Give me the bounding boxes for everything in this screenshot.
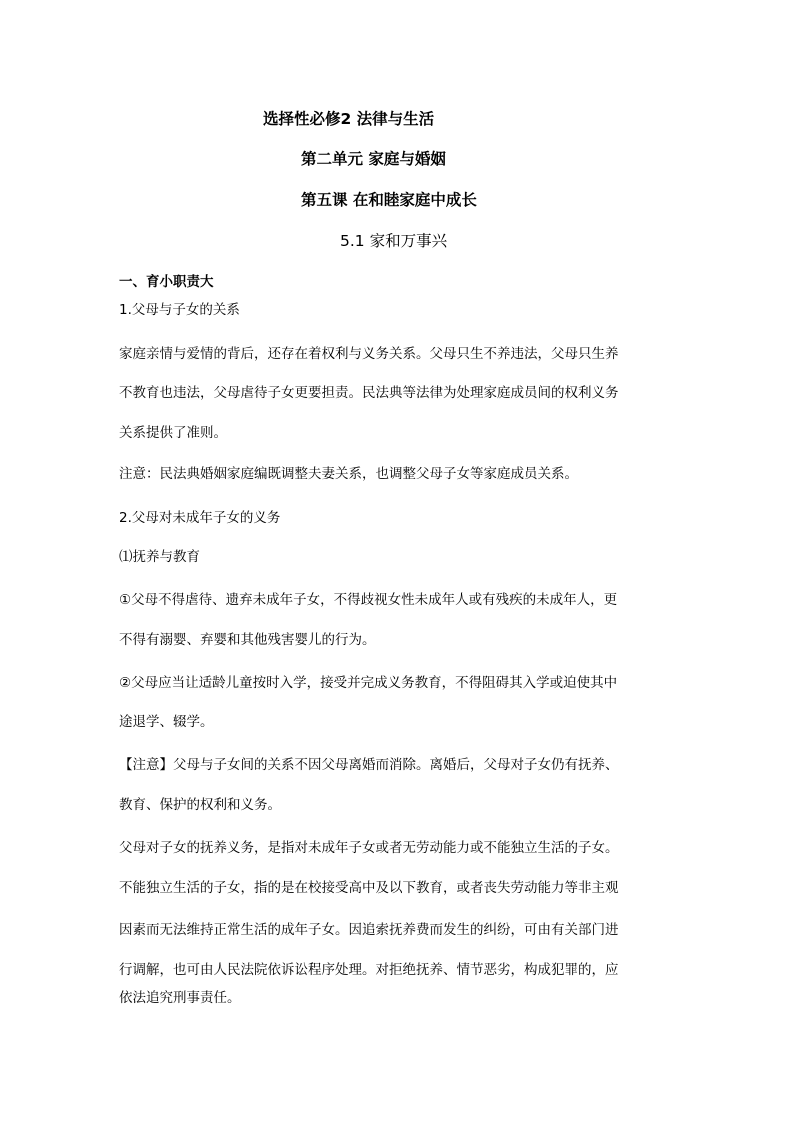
paragraph-line: 家庭亲情与爱情的背后，还存在着权利与义务关系。父母只生不养违法，父母只生养	[119, 346, 619, 362]
paragraph-line: 父母对子女的抚养义务，是指对未成年子女或者无劳动能力或不能独立生活的子女。	[119, 840, 619, 856]
item-parent-child-relation: 1.父母与子女的关系	[119, 302, 240, 318]
heading-responsibility: 一、育小职责大	[119, 274, 214, 290]
course-title: 选择性必修2 法律与生活	[263, 110, 435, 128]
unit-title: 第二单元 家庭与婚姻	[301, 150, 446, 168]
note-civil-code: 注意：民法典婚姻家庭编既调整夫妻关系，也调整父母子女等家庭成员关系。	[119, 466, 578, 482]
paragraph-line: 不能独立生活的子女，指的是在校接受高中及以下教育，或者丧失劳动能力等非主观	[119, 880, 619, 896]
subitem-upbringing-education: ⑴抚养与教育	[119, 549, 200, 565]
paragraph-line: 关系提供了准则。	[119, 425, 227, 441]
paragraph-line: 依法追究刑事责任。	[119, 990, 241, 1006]
note-divorce-line: 【注意】父母与子女间的关系不因父母离婚而消除。离婚后，父母对子女仍有抚养、	[119, 757, 619, 773]
section-title: 5.1 家和万事兴	[340, 232, 448, 250]
paragraph-line: 行调解，也可由人民法院依诉讼程序处理。对拒绝抚养、情节恶劣，构成犯罪的，应	[119, 962, 619, 978]
item-parent-obligations: 2.父母对未成年子女的义务	[119, 510, 281, 526]
clause-line: 途退学、辍学。	[119, 714, 214, 730]
clause-line: 不得有溺婴、弃婴和其他残害婴儿的行为。	[119, 632, 376, 648]
paragraph-line: 不教育也违法，父母虐待子女更要担责。民法典等法律为处理家庭成员间的权利义务	[119, 385, 619, 401]
paragraph-line: 因素而无法维持正常生活的成年子女。因追索抚养费而发生的纠纷，可由有关部门进	[119, 922, 619, 938]
lesson-title: 第五课 在和睦家庭中成长	[301, 191, 477, 209]
clause-line: ①父母不得虐待、遗弃未成年子女，不得歧视女性未成年人或有残疾的未成年人，更	[119, 592, 618, 608]
clause-line: ②父母应当让适龄儿童按时入学，接受并完成义务教育，不得阻碍其入学或迫使其中	[119, 675, 618, 691]
note-divorce-line: 教育、保护的权利和义务。	[119, 797, 281, 813]
